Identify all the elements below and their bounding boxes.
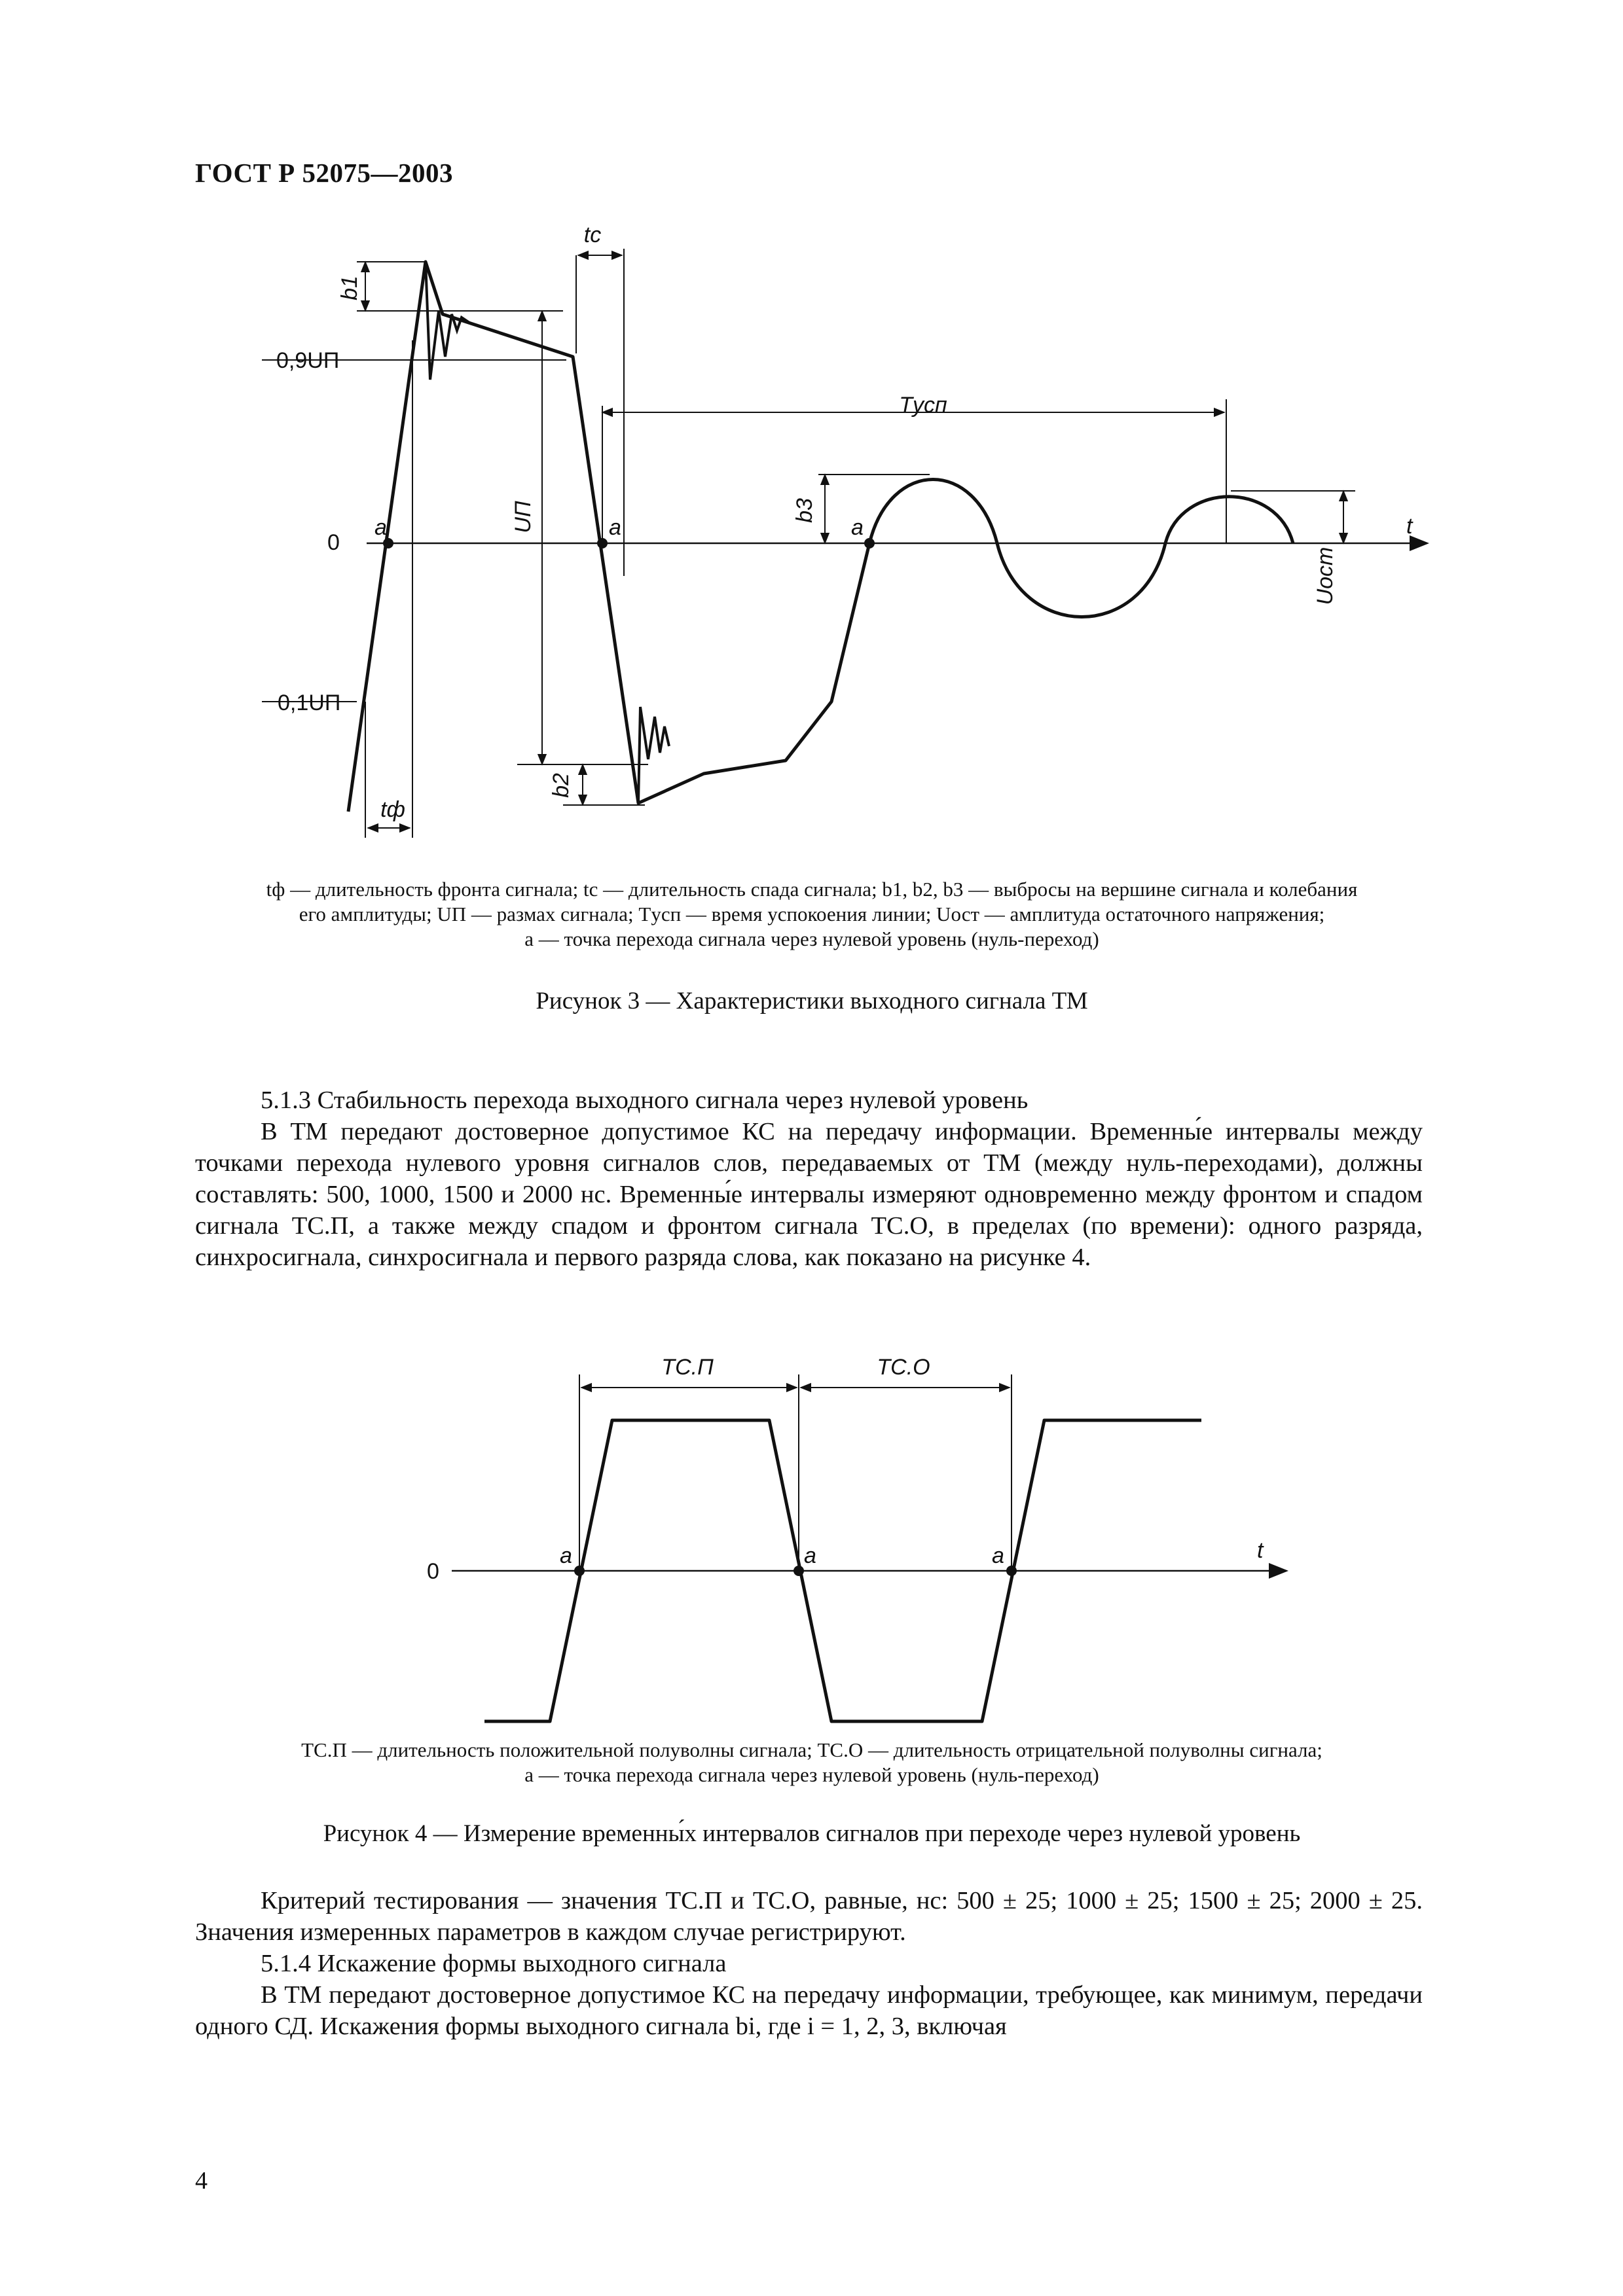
label-b2: b2 <box>549 773 574 798</box>
section-body: В ТМ передают достоверное допустимое КС на передачу информации. Временны́е интервалы между точками перехода нулевого уровня сигналов слов, передаваемых от ТМ (между нуль-переходами), должны составлять: 500, 1000, 1500 и 2000 нс. Временны́е интервалы измеряют одновременно между фронтом и спадом сигнала TС.П, а также между спадом и фронтом сигнала TС.О, в пределах (по времени): одного разряда, синхросигнала, синхросигнала и первого разряда слова, как показано на рисунке 4. <box>195 1118 1423 1271</box>
label-t: t <box>1257 1538 1264 1563</box>
label-uost: Uост <box>1313 547 1338 605</box>
label-b3: b3 <box>792 498 817 523</box>
legend-line: TС.П — длительность положительной полуволны сигнала; TС.О — длительность отрицательной полуволны сигнала; <box>301 1738 1322 1761</box>
figure-3-legend <box>196 877 1427 952</box>
section-5-1-4 <box>195 1948 1423 2042</box>
figure-3-diagram <box>0 223 1623 884</box>
figure-4-caption: Рисунок 4 — Измерение временны́х интервалов сигналов при переходе через нулевой уровень <box>323 1820 1301 1847</box>
page-number: 4 <box>195 2167 208 2195</box>
legend-line: его амплитуды; UП — размах сигнала; Tусп — время успокоения линии; Uост — амплитуда остаточного напряжения; <box>299 903 1325 925</box>
label-tcp: TС.П <box>661 1355 714 1380</box>
zero-crossing-point <box>597 538 608 548</box>
label-b1: b1 <box>337 276 362 300</box>
zero-crossing-point <box>793 1566 804 1576</box>
legend-line: a — точка перехода сигнала через нулевой уровень (нуль-переход) <box>524 927 1099 950</box>
label-tco: TС.О <box>877 1355 930 1380</box>
section-5-1-3 <box>195 1085 1423 1273</box>
label-a-2: a <box>609 515 621 540</box>
section-heading: 5.1.4 Искажение формы выходного сигнала <box>261 1950 727 1977</box>
label-09up: 0,9UП <box>276 348 340 373</box>
label-zero: 0 <box>427 1559 439 1584</box>
figure-3-caption: Рисунок 3 — Характеристики выходного сигнала ТМ <box>536 988 1088 1014</box>
label-a-3: a <box>851 515 864 540</box>
label-tc: tc <box>583 223 602 247</box>
criteria-text: Критерий тестирования — значения TС.П и TС.О, равные, нс: 500 ± 25; 1000 ± 25; 1500 ± 25; 2000 ± 25. Значения измеренных параметров в каждом случае регистрируют. <box>195 1887 1423 1946</box>
figure-4-legend <box>196 1738 1427 1787</box>
label-a-1: a <box>560 1543 572 1568</box>
legend-line: a — точка перехода сигнала через нулевой уровень (нуль-переход) <box>524 1763 1099 1786</box>
label-up: UП <box>511 501 536 533</box>
legend-line: tф — длительность фронта сигнала; tс — длительность спада сигнала; b1, b2, b3 — выбросы на вершине сигнала и колебания <box>266 878 1358 901</box>
figure-4 <box>0 1329 1623 1754</box>
label-a-3: a <box>992 1543 1004 1568</box>
overshoot-ringing-bottom <box>638 707 669 803</box>
label-tusp: Tусп <box>899 393 947 418</box>
label-t: t <box>1406 514 1413 539</box>
label-a-2: a <box>804 1543 816 1568</box>
signal-waveform <box>348 262 1293 812</box>
label-01up: 0,1UП <box>278 691 341 715</box>
figure-4-diagram <box>0 1329 1623 1754</box>
section-heading: 5.1.3 Стабильность перехода выходного сигнала через нулевой уровень <box>261 1086 1029 1114</box>
label-zero: 0 <box>327 530 340 555</box>
zero-crossing-point <box>864 538 875 548</box>
section-body: В ТМ передают достоверное допустимое КС на передачу информации, требующее, как минимум, передачи одного СД. Искажения формы выходного сигнала bi, где i = 1, 2, 3, включая <box>195 1981 1423 2040</box>
document-header: ГОСТ Р 52075—2003 <box>195 158 453 188</box>
zero-crossing-point <box>1006 1566 1017 1576</box>
figure-3 <box>0 223 1623 884</box>
label-a-1: a <box>374 515 387 540</box>
zero-crossing-point <box>574 1566 585 1576</box>
criteria-paragraph <box>195 1885 1423 1948</box>
label-tf: tф <box>380 797 405 822</box>
